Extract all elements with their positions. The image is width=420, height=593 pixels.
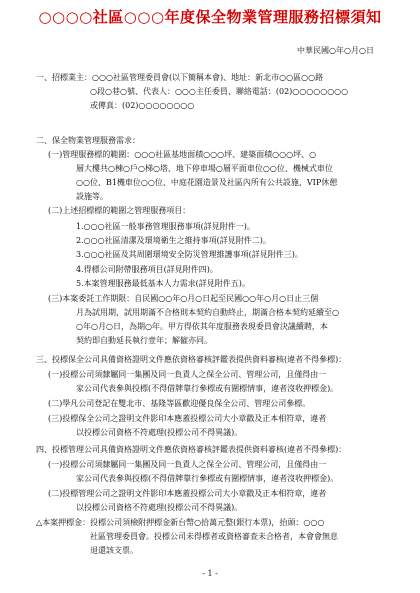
section-heading: 三、投標保全公司具備資格證明文件應依資格審核評鑑表提供資料審核(違者不得參標)： xyxy=(36,355,347,364)
section-heading: 二、保全物業管理服務需求： xyxy=(36,136,140,145)
body-line: △本案押標金：投標公司須檢附押標金新台幣○拾萬元整(銀行本票)，抬頭：○○○ xyxy=(36,518,325,527)
body-line: 契約即自動延長執行壹年；解僱亦同。 xyxy=(76,336,212,345)
body-line: (三)本案委託工作期限：自民國○○年○月○日起至民國○○年○月○日止三個 xyxy=(48,294,319,303)
body-line: 一、招標業主：○○○社區管理委員會(以下簡稱本會)、地址：新北市○○區○○路 xyxy=(36,73,324,82)
section-heading: 四、投標管理公司具備資格證明文件應依資格審核評鑑表提供資料審核(違者不得參標)： xyxy=(36,445,347,454)
body-line: (三)投標保全公司之證明文件影印本應蓋投標公司大小章戳及正本相符章，違者 xyxy=(48,414,327,423)
body-line: 設施等。 xyxy=(76,192,108,201)
body-line: 退還該支票。 xyxy=(90,546,138,555)
body-line: (一)投標公司須隸屬同一集團及同一負責人之保全公司、管理公司，且僅得由一 xyxy=(48,370,327,379)
body-line: ○年○月○日，為期○年。甲方得依其年度服務表現委員會決議續聘，本 xyxy=(76,322,328,331)
list-item: 1.○○○社區一般事務管理服務事項(詳見附件一)。 xyxy=(76,222,255,231)
list-item: 4.得標公司附帶服務項目(詳見附件四)。 xyxy=(76,265,218,274)
body-line: 社區管理委員會。投標公司未得標者或資格審查未合格者，本會會無息 xyxy=(90,532,338,541)
document-date: 中華民國○年○月○日 xyxy=(297,46,374,55)
page-number: - 1 - xyxy=(202,569,218,578)
body-line: 以投標公司資格不符處理(投標公司不得異議)。 xyxy=(76,503,243,512)
body-line: (一)投標公司須隸屬同一集團及同一負責人之保全公司、管理公司，且僅得由一 xyxy=(48,460,327,469)
body-line: 月為試用期，試用期滿不合格則本契約自動終止，期滿合格本契約延續至○ xyxy=(76,308,339,317)
body-line: 以投標公司資格不符處理(投標公司不得異議)。 xyxy=(76,428,243,437)
body-line: (二)上述招標標的範圍之管理服務項目： xyxy=(48,206,191,215)
list-item: 2.○○○社區清潔及環境衛生之維持事項(詳見附件二)。 xyxy=(76,236,271,245)
list-item: 3.○○○社區及其周圍環境安全防災管理維護事項(詳見附件三)。 xyxy=(76,250,303,259)
body-line: ○○位、B1機車位○○位、中庭花園造景及社區內所有公共設施、VIP休憩 xyxy=(76,178,338,187)
body-line: (二)投標管理公司之證明文件影印本應蓋投標公司大小章戳及正本相符章，違者 xyxy=(48,489,327,498)
body-line: 家公司代表參與投標(不得借牌靠行參標或有圍標情事，違者沒收押標金)。 xyxy=(76,474,339,483)
body-line: 層大樓共○棟○戶○梯○塔、地下停車場○層平面車位○○位、機械式車位 xyxy=(76,164,333,173)
document-title: ○○○○社區○○○年度保全物業管理服務招標須知 xyxy=(38,8,382,26)
body-line: (一)管理服務標的範圍：○○○社區基地面積○○○坪、建築面積○○○坪、○ xyxy=(48,150,317,159)
body-line: (二)學凡公司登記在雙北市、基隆等區歡迎優良保全公司、管理公司參標。 xyxy=(48,399,311,408)
body-line: 或傳真：(02)○○○○○○○○ xyxy=(90,101,195,110)
body-line: 家公司代表參與投標(不得借牌靠行參標或有圍標情事，違者沒收押標金)。 xyxy=(76,384,339,393)
body-line: ○段○巷○號、代表人：○○○主任委員、聯絡電話：(02)○○○○○○○○ xyxy=(90,87,349,96)
list-item: 5.本案管理服務最低基本人力需求(詳見附件五)。 xyxy=(76,279,250,288)
